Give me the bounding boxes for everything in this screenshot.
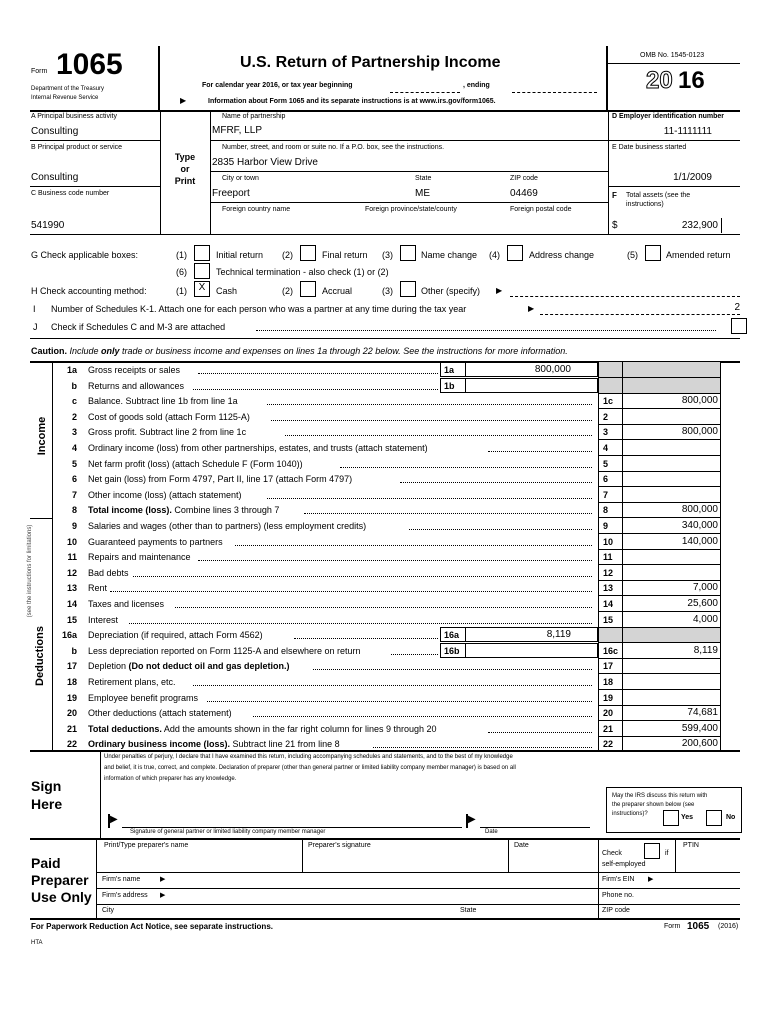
date-started-value[interactable]: 1/1/2009 (673, 172, 712, 183)
line-label (88, 443, 428, 453)
line-row-3 (0, 424, 770, 440)
line-number: 16a (61, 630, 77, 640)
line-label-text: Interest (88, 615, 119, 625)
final-return-checkbox[interactable] (300, 245, 316, 261)
sub-amount-1a[interactable]: 800,000 (466, 362, 598, 377)
technical-termination-checkbox[interactable] (194, 263, 210, 279)
discuss-line-1: May the IRS discuss this return with (612, 793, 708, 799)
line-number: 2 (71, 412, 77, 422)
box-label-22: 22 (603, 739, 614, 749)
g3-num: (3) (382, 250, 393, 260)
firm-city-label: City (102, 907, 115, 914)
line-row-1a (0, 362, 770, 378)
arrow-icon: ▶ (180, 96, 187, 105)
paperwork-notice: For Paperwork Reduction Act Notice, see separate instructions. (31, 922, 273, 931)
box-label-15: 15 (603, 615, 614, 625)
here-label: Here (31, 796, 63, 812)
footer-year: (2016) (718, 923, 739, 930)
line-label (88, 708, 232, 718)
calendar-line: For calendar year 2016, or tax year beginning (202, 82, 353, 89)
g4-num: (4) (489, 250, 500, 260)
caution-text2: trade or business income and expenses on lines 1a through 22 below. See the instructions for more information. (119, 346, 568, 356)
line-row-1b (0, 378, 770, 394)
box-label-20: 20 (603, 708, 614, 718)
line-label-text: Gross profit. Subtract line 2 from line 1c (88, 427, 247, 437)
form-title: U.S. Return of Partnership Income (240, 54, 501, 71)
line-number: 22 (66, 739, 77, 749)
discuss-line-3: instructions)? (612, 811, 648, 817)
amount-3[interactable]: 800,000 (681, 426, 718, 437)
initial-return-checkbox[interactable] (194, 245, 210, 261)
firm-name-label: Firm's name (102, 876, 141, 883)
total-assets-letter: F (612, 191, 617, 200)
line-number: 13 (66, 583, 77, 593)
firm-state-label: State (460, 907, 477, 914)
partnership-name-label: Name of partnership (222, 113, 286, 120)
line-label (88, 412, 250, 422)
line-label-text: Taxes and licenses (88, 599, 165, 609)
line-label-text: Depletion (88, 661, 127, 671)
other-method-label: Other (specify) (421, 286, 481, 296)
perjury-line-2: and belief, it is true, correct, and complete. Declaration of preparer (other than general partner or limited liability company member manager) is based on all (104, 765, 516, 771)
street-value[interactable]: 2835 Harbor View Drive (212, 157, 318, 168)
address-change-checkbox[interactable] (507, 245, 523, 261)
self-employed-checkbox[interactable] (644, 843, 660, 859)
dollar-sign: $ (612, 220, 618, 231)
line-label (88, 381, 184, 391)
line-row-21 (0, 721, 770, 737)
business-code-value[interactable]: 541990 (31, 220, 65, 231)
g1-num: (1) (176, 250, 187, 260)
box-label-17: 17 (603, 661, 614, 671)
box-label-16c: 16c (603, 646, 619, 656)
line-number: 4 (71, 443, 77, 453)
address-change-label: Address change (529, 250, 595, 260)
line-label-text: Cost of goods sold (attach Form 1125-A) (88, 412, 250, 422)
line-label-text: Repairs and maintenance (88, 552, 191, 562)
arrow-icon: ▶ (648, 876, 654, 883)
caution-bold: Caution. (31, 346, 67, 356)
accrual-label: Accrual (322, 286, 353, 296)
sub-amount-16b[interactable] (466, 643, 598, 658)
caution-only: only (101, 346, 120, 356)
state-value[interactable]: ME (415, 188, 430, 199)
line-row-18 (0, 674, 770, 690)
deductions-side-label: Deductions (34, 626, 46, 686)
form-number: 1065 (56, 48, 123, 81)
line-number: b (71, 646, 77, 656)
ending-label: , ending (463, 82, 490, 89)
line-label (88, 615, 118, 625)
line-row-14 (0, 596, 770, 612)
firm-zip-label: ZIP code (602, 907, 630, 914)
or-label: or (180, 164, 190, 174)
cash-label: Cash (216, 286, 238, 296)
arrow-icon: ▶ (528, 304, 535, 313)
line-number: 11 (67, 552, 77, 562)
line-label (88, 583, 107, 593)
foreign-province-label: Foreign province/state/county (365, 206, 457, 213)
line-label-text: Ordinary income (loss) from other partnerships, estates, and trusts (attach statement) (88, 443, 428, 453)
box-label-10: 10 (603, 537, 614, 547)
line-label-text: Less depreciation reported on Form 1125-A and elsewhere on return (88, 646, 361, 656)
dept-irs: Internal Revenue Service (31, 95, 99, 101)
self-employed-check-label: Check (602, 850, 622, 857)
box-label-5: 5 (603, 459, 609, 469)
income-side-label: Income (36, 416, 48, 456)
name-change-label: Name change (421, 250, 478, 260)
ein-label: D Employer identification number (612, 113, 725, 120)
tax-year-end-field[interactable] (512, 92, 597, 93)
line-label (88, 365, 180, 375)
line-number: 5 (71, 459, 77, 469)
print-label: Print (174, 176, 196, 186)
line-row-17 (0, 658, 770, 674)
line-label (88, 505, 279, 515)
tax-year-begin-field[interactable] (390, 92, 460, 93)
box-label-9: 9 (603, 521, 609, 531)
line-row-16c (0, 643, 770, 659)
initial-return-label: Initial return (216, 250, 264, 260)
line-label (88, 459, 303, 469)
line-row-6 (0, 471, 770, 487)
line-row-19 (0, 690, 770, 706)
yes-label: Yes (681, 814, 694, 821)
line-number: 9 (71, 521, 77, 531)
partnership-name-value[interactable]: MFRF, LLP (212, 125, 263, 136)
sign-label: Sign (31, 778, 62, 794)
arrow-icon: ▶ (496, 286, 503, 295)
sub-amount-16a[interactable]: 8,119 (466, 627, 598, 642)
sub-box-label-16a: 16a (440, 627, 466, 642)
if-label: if (665, 850, 669, 857)
perjury-line-3: information of which preparer has any knowledge. (104, 776, 237, 782)
box-label-12: 12 (603, 568, 614, 578)
arrow-icon: ▶ (160, 892, 166, 899)
foreign-postal-label: Foreign postal code (510, 206, 572, 213)
arrow-icon: ▶ (468, 814, 476, 825)
line-label-text: Employee benefit programs (88, 693, 199, 703)
g2-num: (2) (282, 250, 293, 260)
line-label (88, 661, 290, 671)
line-number: 14 (66, 599, 77, 609)
h1-num: (1) (176, 286, 187, 296)
line-label (88, 599, 164, 609)
zip-value[interactable]: 04469 (510, 188, 538, 199)
line-number: 8 (71, 505, 77, 515)
signature-caption: Signature of general partner or limited liability company member manager (130, 829, 326, 835)
caution-text: Include (67, 346, 102, 356)
omb-number: OMB No. 1545-0123 (640, 52, 705, 59)
date-started-label: E Date business started (612, 144, 687, 151)
line-label-text-2: Add the amounts shown in the far right column for lines 9 through 20 (161, 724, 437, 734)
zip-label: ZIP code (510, 175, 538, 182)
line-number: 6 (71, 474, 77, 484)
preparer-label: Preparer (31, 872, 89, 888)
line-number: 3 (71, 427, 77, 437)
discuss-no-checkbox[interactable] (706, 810, 722, 826)
schedules-c-m3-checkbox[interactable] (731, 318, 747, 334)
schedules-c-m3-label: Check if Schedules C and M-3 are attached (51, 322, 226, 332)
amount-10[interactable]: 140,000 (681, 536, 718, 547)
sub-box-label-16b: 16b (440, 643, 466, 658)
perjury-line-1: Under penalties of perjury, I declare that I have examined this return, including accompanying schedules and statements, and to the best of my knowledge (104, 754, 513, 760)
business-code-label: C Business code number (31, 190, 110, 197)
type-label: Type (174, 152, 196, 162)
caution-line (31, 346, 568, 356)
line-label (88, 396, 238, 406)
amount-14[interactable]: 25,600 (687, 598, 718, 609)
use-only-label: Use Only (31, 889, 92, 905)
city-label: City or town (222, 175, 259, 182)
line-label (88, 521, 366, 531)
cash-method-checkbox[interactable] (194, 281, 210, 297)
principal-activity-value[interactable]: Consulting (31, 126, 79, 137)
box-label-1c: 1c (603, 396, 614, 406)
line-label (88, 677, 176, 687)
g-label: G Check applicable boxes: (31, 250, 139, 260)
foreign-country-label: Foreign country name (222, 206, 291, 213)
k1-count-label: Number of Schedules K-1. Attach one for each person who was a partner at any time during the tax year (51, 304, 467, 314)
principal-product-label: B Principal product or service (31, 144, 123, 151)
line-label-text: Retirement plans, etc. (88, 677, 176, 687)
form-label: Form (31, 68, 48, 75)
hta-label: HTA (31, 940, 43, 946)
city-value[interactable]: Freeport (212, 188, 250, 199)
box-label-14: 14 (603, 599, 614, 609)
sub-box-label-1b: 1b (440, 378, 466, 393)
phone-label: Phone no. (602, 892, 634, 899)
deductions-note: (see the instructions for limitations) (27, 524, 33, 618)
line-label (88, 739, 340, 749)
arrow-icon: ▶ (110, 814, 118, 825)
year-bold: 16 (678, 67, 705, 94)
line-label-text: Guaranteed payments to partners (88, 537, 223, 547)
signature-date-field[interactable] (480, 827, 590, 828)
box-label-19: 19 (603, 693, 614, 703)
line-label (88, 552, 191, 562)
state-label: State (415, 175, 432, 182)
line-label (88, 630, 263, 640)
line-number: 17 (66, 661, 77, 671)
line-label-text-2: (Do not deduct oil and gas depletion.) (126, 661, 290, 671)
line-number: b (71, 381, 77, 391)
box-label-18: 18 (603, 677, 614, 687)
accrual-method-checkbox[interactable] (300, 281, 316, 297)
line-label-text: Gross receipts or sales (88, 365, 181, 375)
amended-return-checkbox[interactable] (645, 245, 661, 261)
amount-15[interactable]: 4,000 (692, 614, 718, 625)
partner-signature-field[interactable] (122, 827, 462, 828)
line-row-2 (0, 409, 770, 425)
year-outline: 20 (646, 67, 673, 94)
line-label-text: Bad debts (88, 568, 129, 578)
final-return-label: Final return (322, 250, 368, 260)
line-label-text: Returns and allowances (88, 381, 185, 391)
line-number: 10 (66, 537, 77, 547)
j-letter: J (33, 322, 38, 332)
amended-return-label: Amended return (666, 250, 731, 260)
line-label (88, 490, 242, 500)
line-number: 15 (66, 615, 77, 625)
line-number: 1a (66, 365, 77, 375)
line-row-20 (0, 705, 770, 721)
principal-product-value[interactable]: Consulting (31, 172, 79, 183)
line-row-5 (0, 456, 770, 472)
preparer-signature-label: Preparer's signature (308, 842, 371, 849)
line-number: 21 (66, 724, 77, 734)
line-label (88, 646, 361, 656)
line-label-text: Depreciation (if required, attach Form 4562) (88, 630, 263, 640)
i-letter: I (33, 304, 36, 314)
line-label-text: Other income (loss) (attach statement) (88, 490, 242, 500)
amount-16c[interactable]: 8,119 (693, 645, 718, 656)
line-row-16a (0, 627, 770, 643)
box-label-8: 8 (603, 505, 609, 515)
amount-22[interactable]: 200,600 (681, 738, 718, 749)
g5-num: (5) (627, 250, 638, 260)
line-label (88, 724, 437, 734)
principal-activity-label: A Principal business activity (31, 113, 117, 120)
line-label-text: Net farm profit (loss) (attach Schedule F (Form 1040)) (88, 459, 303, 469)
line-row-11 (0, 549, 770, 565)
line-row-10 (0, 534, 770, 550)
g6-num: (6) (176, 267, 187, 277)
sub-box-label-1a: 1a (440, 362, 466, 377)
line-label-text: Rent (88, 583, 108, 593)
total-assets-label1: Total assets (see the (626, 192, 691, 199)
box-label-7: 7 (603, 490, 609, 500)
line-label-text: Net gain (loss) from Form 4797, Part II, line 17 (attach Form 4797) (88, 474, 353, 484)
line-row-15 (0, 612, 770, 628)
line-number: c (71, 396, 77, 406)
box-label-21: 21 (603, 724, 614, 734)
box-label-3: 3 (603, 427, 609, 437)
self-employed-label: self-employed (602, 861, 646, 868)
amount-21[interactable]: 599,400 (681, 723, 718, 734)
date-caption: Date (485, 829, 498, 835)
amount-8[interactable]: 800,000 (681, 504, 718, 515)
line-row-8 (0, 502, 770, 518)
line-number: 7 (71, 490, 77, 500)
line-row-9 (0, 518, 770, 534)
line-row-7 (0, 487, 770, 503)
footer-form-label: Form (664, 923, 681, 930)
amount-20[interactable]: 74,681 (687, 707, 718, 718)
line-number: 12 (66, 568, 77, 578)
amount-13[interactable]: 7,000 (692, 582, 718, 593)
line-label-text-2: Subtract line 21 from line 8 (230, 739, 340, 749)
line-number: 19 (66, 693, 77, 703)
technical-termination-label: Technical termination - also check (1) or (2) (216, 267, 389, 277)
line-label-text: Balance. Subtract line 1b from line 1a (88, 396, 238, 406)
info-line: Information about Form 1065 and its separate instructions is at www.irs.gov/form1065. (208, 98, 496, 105)
amount-1c[interactable]: 800,000 (681, 395, 718, 406)
other-method-checkbox[interactable] (400, 281, 416, 297)
cash-checked-mark: X (198, 282, 206, 293)
ein-value[interactable]: 11-1111111 (663, 126, 712, 137)
line-label-text: Total income (loss). (88, 505, 172, 515)
ptin-label: PTIN (683, 842, 699, 849)
total-assets-label2: instructions) (626, 201, 664, 208)
firm-ein-label: Firm's EIN (602, 876, 635, 883)
box-label-13: 13 (603, 583, 614, 593)
line-label-text: Ordinary business income (loss). (88, 739, 231, 749)
line-label-text: Salaries and wages (other than to partners) (less employment credits) (88, 521, 367, 531)
line-row-12 (0, 565, 770, 581)
amount-9[interactable]: 340,000 (681, 520, 718, 531)
line-row-1c (0, 393, 770, 409)
line-label (88, 537, 223, 547)
line-label (88, 693, 198, 703)
h2-num: (2) (282, 286, 293, 296)
box-label-4: 4 (603, 443, 609, 453)
paid-label: Paid (31, 855, 61, 871)
line-label (88, 427, 246, 437)
no-label: No (726, 814, 736, 821)
dept-treasury: Department of the Treasury (31, 86, 105, 92)
sub-amount-1b[interactable] (466, 378, 598, 393)
line-row-4 (0, 440, 770, 456)
k1-count-value[interactable]: 2 (734, 302, 740, 313)
box-label-6: 6 (603, 474, 609, 484)
street-label: Number, street, and room or suite no. If a P.O. box, see the instructions. (222, 144, 445, 151)
box-label-2: 2 (603, 412, 609, 422)
firm-address-label: Firm's address (102, 892, 148, 899)
discuss-yes-checkbox[interactable] (663, 810, 679, 826)
line-number: 20 (66, 708, 77, 718)
footer-form-number: 1065 (687, 921, 710, 932)
preparer-date-label: Date (514, 842, 529, 849)
line-row-13 (0, 580, 770, 596)
box-label-11: 11 (603, 552, 613, 562)
preparer-name-label: Print/Type preparer's name (104, 842, 189, 849)
total-assets-value[interactable]: 232,900 (681, 220, 718, 231)
line-label-text-2: Combine lines 3 through 7 (171, 505, 280, 515)
line-label-text: Other deductions (attach statement) (88, 708, 232, 718)
arrow-icon: ▶ (160, 876, 166, 883)
name-change-checkbox[interactable] (400, 245, 416, 261)
line-number: 18 (66, 677, 77, 687)
other-method-specify-field[interactable] (510, 296, 740, 297)
line-label (88, 474, 352, 484)
discuss-line-2: the preparer shown below (see (612, 802, 695, 808)
line-label (88, 568, 129, 578)
h3-num: (3) (382, 286, 393, 296)
h-label: H Check accounting method: (31, 286, 147, 296)
line-label-text: Total deductions. (88, 724, 162, 734)
